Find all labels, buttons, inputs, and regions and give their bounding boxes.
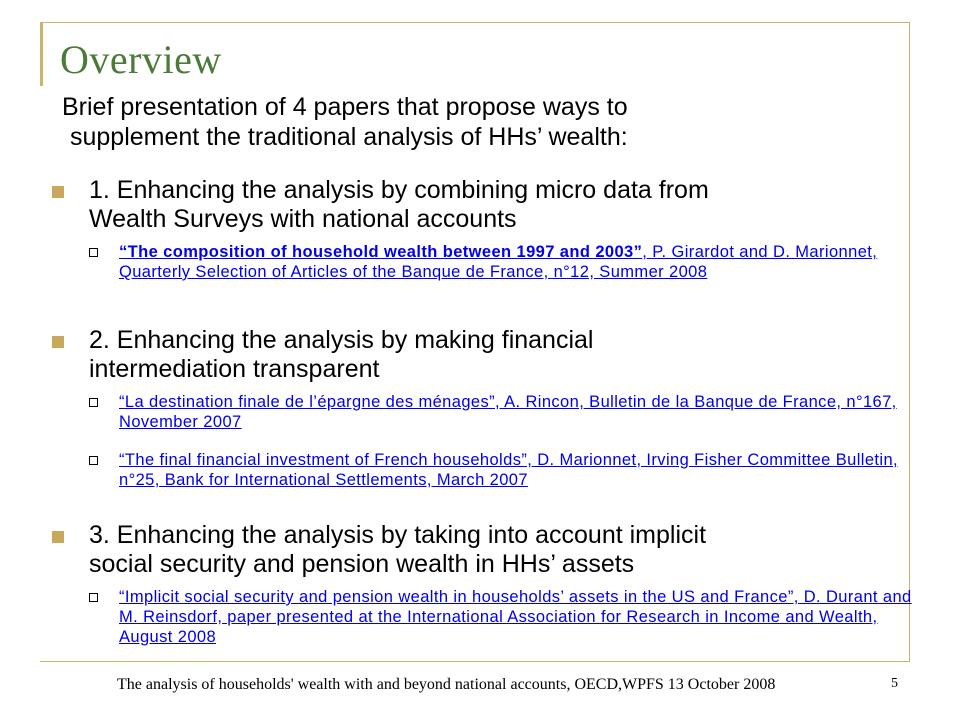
section-2: [52, 326, 912, 504]
intro-line-2: supplement the traditional analysis of HHs’ wealth:: [70, 123, 628, 151]
reference-link-bold-title: “The composition of household wealth between 1997 and 2003”: [119, 243, 643, 261]
section-2-heading: [52, 326, 912, 384]
reference-link[interactable]: [119, 588, 912, 646]
frame-bottom-line: [40, 661, 910, 662]
intro-line-1: Brief presentation of 4 papers that propose ways to: [62, 93, 628, 121]
section-3-heading: [52, 521, 912, 579]
reference-item: [52, 450, 912, 490]
slide-footer: The analysis of households' wealth with and beyond national accounts, OECD,WPFS 13 October 2008: [117, 676, 776, 693]
section-1-heading-line-1: 1. Enhancing the analysis by combining micro data from: [89, 176, 709, 204]
reference-link[interactable]: [119, 243, 877, 281]
frame-left-accent: [40, 22, 43, 86]
hollow-square-bullet-icon: [89, 248, 98, 257]
section-2-heading-line-2: intermediation transparent: [89, 355, 380, 383]
reference-link[interactable]: [119, 393, 897, 431]
reference-item: [52, 242, 912, 282]
reference-link[interactable]: [119, 451, 898, 489]
reference-link-text: “La destination finale de l’épargne des ménages”, A. Rincon, Bulletin de la Banque de France, n°167, November 2007: [119, 393, 897, 431]
hollow-square-bullet-icon: [89, 593, 98, 602]
section-3-heading-line-2: social security and pension wealth in HHs’ assets: [89, 550, 635, 578]
slide-title: Overview: [60, 37, 222, 82]
square-bullet-icon: [52, 186, 64, 198]
reference-link-text: “The final financial investment of French households”, D. Marionnet, Irving Fisher Committee Bulletin, n°25, Bank for International Settlements, March 2007: [119, 451, 899, 489]
intro-text: [62, 92, 862, 152]
section-1: [52, 176, 912, 296]
reference-link-text: “Implicit social security and pension wealth in households’ assets in the US and France”, D. Durant and M. Reinsdorf, paper presented at the International Association for Research in Income and Wealth, August 2008: [119, 588, 912, 646]
section-1-heading: [52, 176, 912, 234]
square-bullet-icon: [52, 336, 64, 348]
section-2-heading-line-1: 2. Enhancing the analysis by making financial: [89, 326, 594, 354]
hollow-square-bullet-icon: [89, 456, 98, 465]
section-1-heading-line-2: Wealth Surveys with national accounts: [89, 205, 517, 233]
section-3: [52, 521, 912, 661]
reference-item: [52, 587, 912, 647]
frame-top-line: [40, 22, 910, 23]
hollow-square-bullet-icon: [89, 398, 98, 407]
reference-item: [52, 392, 912, 432]
section-3-heading-line-1: 3. Enhancing the analysis by taking into account implicit: [89, 521, 707, 549]
page-number: 5: [891, 676, 898, 691]
square-bullet-icon: [52, 531, 64, 543]
reference-link-text: , P. Girardot and D. Marionnet, Quarterly Selection of Articles of the Banque de France, n°12, Summer 2008: [119, 243, 878, 281]
